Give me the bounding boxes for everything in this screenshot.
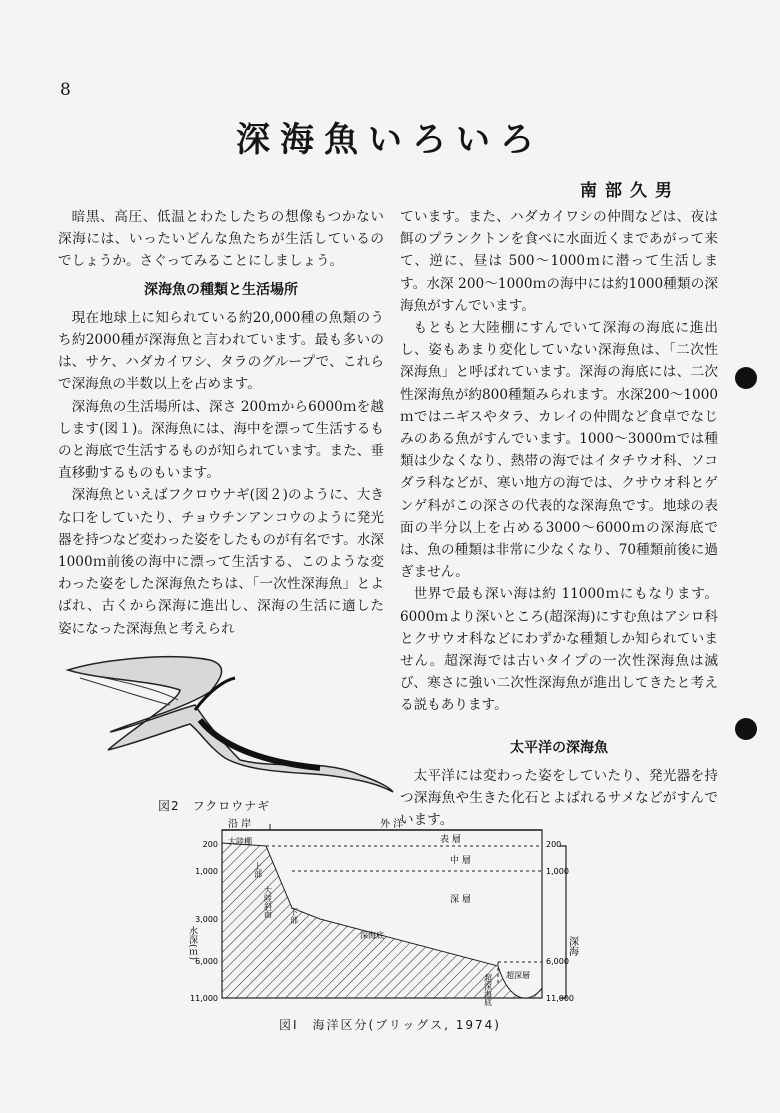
slope-label: 大陸斜面	[263, 886, 273, 918]
depth-tick-right: 6,000	[546, 957, 569, 966]
depth-tick-right: 11,000	[546, 994, 574, 1003]
middle-layer-label: 中 層	[450, 856, 471, 866]
right-text-column	[400, 206, 718, 831]
paragraph: 太平洋には変わった姿をしていたり、発光器を持つ深海魚や生きた化石とよばれるサメなどがすんでいます。	[400, 767, 718, 829]
upper-slope-label: 上部	[253, 862, 263, 878]
figure1-caption: 図Ⅰ 海洋区分(ブリッグス, 1974)	[279, 1018, 501, 1032]
paragraph: 深海魚の生活場所は、深さ 200ｍから6000ｍを越します(図１)。深海魚には、海中を漂って生活するものと海底で生活するものが知られています。また、垂直移動するものもいます。	[58, 398, 384, 482]
hadal-layer-label: 超深層	[506, 971, 530, 980]
deep-sea-bracket-label: 深海	[566, 936, 578, 956]
depth-tick-left: 6,000	[195, 957, 218, 966]
depth-tick-right: 1,000	[546, 867, 569, 876]
binder-hole-mark	[735, 367, 757, 389]
paragraph: もともと大陸棚にすんでいて深海の海底に進出し、姿もあまり変化していない深海魚は、「二次性深海魚」と呼ばれています。深海の海底には、二次性深海魚が約800種類みられます。水深200～1000ｍではニギスやタラ、カレイの仲間など食卓でなじみのある魚がすんでいます。1000～3000ｍでは種類は少なくなり、熱帯の海ではイタチウオ科、ソコダラ科などが、寒い地方の海では、クサウオ科とゲンゲ科がこの深さの代表的な深海魚です。地球の表面の半分以上を占める3000～6000ｍの深海底では、魚の種類は非常に少なくなり、70種類前後に過ぎません。	[400, 320, 718, 581]
section-heading-species: 深海魚の種類と生活場所	[144, 281, 298, 298]
gulper-eel-illustration	[60, 650, 400, 795]
page-number: 8	[60, 80, 71, 100]
depth-axis-title: 水深(ｍ)	[187, 926, 197, 961]
ocean-label: 外 洋	[380, 819, 404, 830]
abyssal-floor-label: 深海底	[360, 931, 384, 940]
paragraph: 深海魚といえばフクロウナギ(図２)のように、大きな口をしていたり、チョウチンアンコウのように発光器を持つなど変わった姿をしたものが有名です。水深1000ｍ前後の海中に漂って生活する、このような変わった姿をした深海魚たちは、「一次性深海魚」とよばれ、古くから深海に進出し、深海の生活に適した姿になった深海魚と考えられ	[58, 487, 384, 637]
figure2-caption: 図2 フクロウナギ	[158, 799, 271, 813]
paragraph-continued: ています。また、ハダカイワシの仲間などは、夜は餌のプランクトンを食べに水面近くまであがって来て、逆に、昼は 500～1000ｍに潜って生活します。水深 200～1000ｍの海中には約1000種類の深海魚がすんでいます。	[400, 209, 718, 314]
page-title: 深海魚いろいろ	[236, 120, 544, 160]
shelf-label: 大陸棚	[228, 837, 252, 846]
paragraph: 世界で最も深い海は約 11000ｍにもなります。6000ｍより深いところ(超深海)にすむ魚はアシロ科とクサウオ科などにわずかな種類しか知られていません。超深海では古いタイプの一次性深海魚は滅び、寒さに強い二次性深海魚が進出してきたと考える説もあります。	[400, 586, 718, 714]
depth-tick-left: 3,000	[195, 915, 218, 924]
intro-paragraph: 暗黒、高圧、低温とわたしたちの想像もつかない深海には、いったいどんな魚たちが生活しているのでしょうか。さぐってみることにしましょう。	[58, 209, 384, 270]
left-text-column	[58, 206, 384, 640]
depth-tick-left: 11,000	[190, 994, 218, 1003]
ocean-zone-diagram	[180, 816, 590, 1016]
depth-tick-right: 200	[546, 840, 562, 849]
depth-tick-left: 200	[202, 840, 218, 849]
binder-hole-mark	[735, 718, 757, 740]
surface-layer-label: 表 層	[440, 835, 461, 845]
coast-label: 沿 岸	[228, 819, 252, 830]
paragraph: 現在地球上に知られている約20,000種の魚類のうち約2000種が深海魚と言われています。最も多いのは、サケ、ハダカイワシ、タラのグループで、これらで深海魚の半数以上を占めます。	[58, 309, 384, 393]
author-name: 南部久男	[580, 181, 680, 201]
section-heading-pacific: 太平洋の深海魚	[510, 739, 608, 756]
hadal-floor-label: 超深海底	[483, 974, 493, 1006]
lower-slope-label: 下部	[289, 908, 299, 924]
depth-tick-left: 1,000	[195, 867, 218, 876]
deep-layer-label: 深 層	[450, 895, 471, 905]
